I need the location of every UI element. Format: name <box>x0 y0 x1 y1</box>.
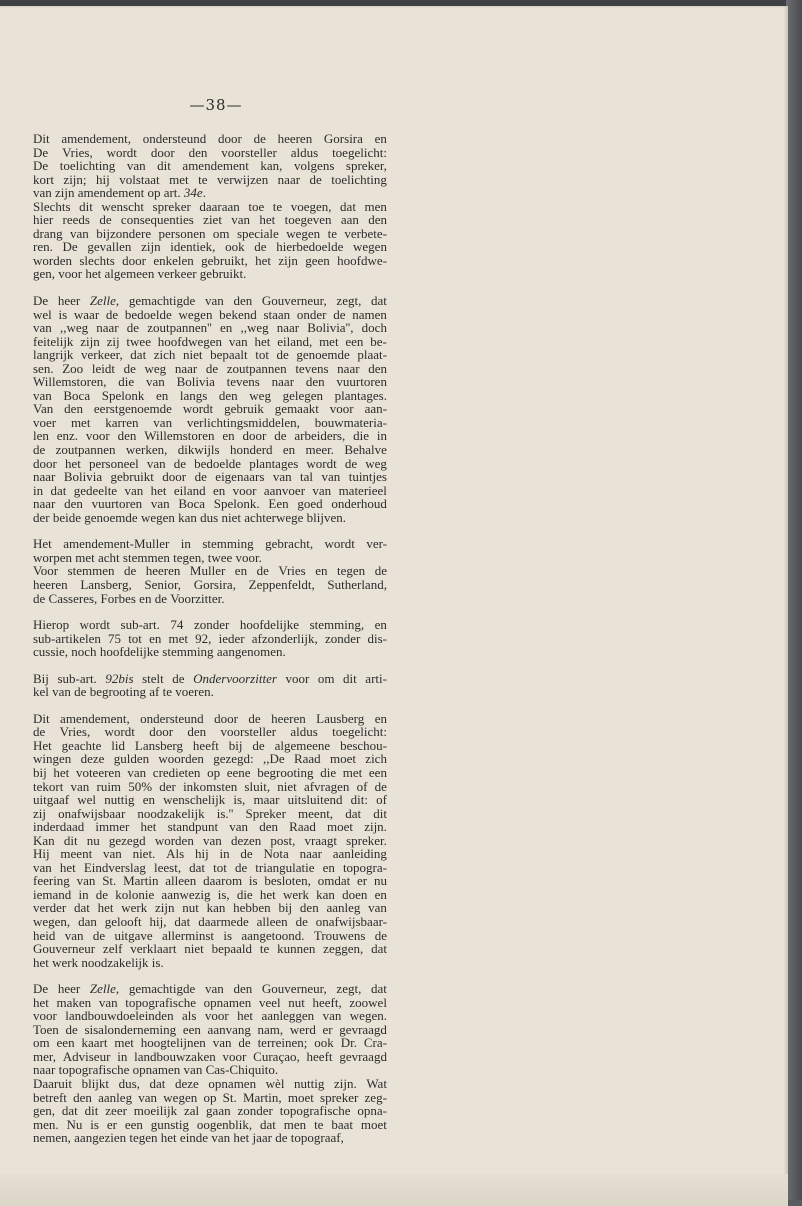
text-line: door het personeel van de bedoelde plantages wordt de weg <box>33 455 387 471</box>
text-line: kort zijn; hij volstaat met te verwijzen naar de toelichting <box>33 171 387 187</box>
paragraph <box>33 672 387 699</box>
text-line: in dat gedeelte van het eiland en voor aanvoer van materieel <box>33 482 387 498</box>
page-bottom-margin <box>0 1174 788 1206</box>
text-line: heid van de uitgave allerminst is aangetoond. Trouwens de <box>33 927 387 943</box>
text-line: der beide genoemde wegen kan dus niet achterwege blijven. <box>33 509 347 525</box>
text-line: Daaruit blijkt dus, dat deze opnamen wèl nuttig zijn. Wat <box>33 1076 387 1091</box>
text-line: De heer Zelle, gemachtigde van den Gouverneur, zegt, dat <box>33 981 387 997</box>
text-line: bij het voteeren van credieten op eene begrooting die met een <box>33 764 387 780</box>
text-line: mer, Adviseur in landbouwzaken voor Curaçao, heeft gevraagd <box>33 1048 387 1064</box>
text-line: sub-artikelen 75 tot en met 92, ieder afzonderlijk, zonder dis- <box>33 630 387 646</box>
text-line: feitelijk zijn zij twee hoofdwegen van het eiland, met een be- <box>33 333 387 349</box>
text-line: De heer Zelle, gemachtigde van den Gouverneur, zegt, dat <box>33 293 387 309</box>
text-line: hier reeds de consequenties ziet van het toegeven aan den <box>33 212 387 228</box>
text-line: Voor stemmen de heeren Muller en de Vries en tegen de <box>33 563 387 579</box>
text-line: voer met karren van verlichtingsmiddelen, bouwmateria- <box>33 414 387 430</box>
text-line: Toen de sisalonderneming een aanvang nam, werd er gevraagd <box>33 1021 387 1037</box>
text-line: verder dat het werk zijn nut kan hebben bij den aanleg van <box>33 900 387 916</box>
text-line: heeren Lansberg, Senior, Gorsira, Zeppenfeldt, Sutherland, <box>33 576 387 592</box>
text-line: gen, voor het algemeen verkeer gebruikt. <box>33 266 247 282</box>
text-line: De Vries, wordt door den voorsteller aldus toegelicht: <box>33 144 387 160</box>
text-line: inderdaad immer het standpunt van den Raad moet zijn. <box>33 819 387 835</box>
page-number: —38— <box>189 96 243 114</box>
paragraph <box>33 982 387 1145</box>
text-line: Het amendement-Muller in stemming gebracht, wordt ver- <box>33 536 387 552</box>
text-line: drang van bijzondere personen om speciale wegen te verbete- <box>33 225 387 241</box>
text-line: nemen, aangezien tegen het einde van het jaar de topograaf, <box>33 1130 344 1146</box>
document-page <box>0 6 788 1200</box>
text-line: Dit amendement, ondersteund door de heeren Lausberg en <box>33 710 387 726</box>
text-line: De toelichting van dit amendement kan, volgens spreker, <box>33 158 387 174</box>
text-line: Bij sub-art. 92bis stelt de Ondervoorzitter voor om dit arti- <box>33 670 387 686</box>
text-line: naar topografische opnamen van Cas-Chiquito. <box>33 1062 279 1078</box>
text-line: betreft den aanleg van wegen op St. Martin, moet spreker zeg- <box>33 1089 387 1105</box>
text-line: Gouverneur zelf verklaart niet bepaald te kunnen zeggen, dat <box>33 941 387 957</box>
text-line: wel is waar de bedoelde wegen bekend staan onder de namen <box>33 306 387 322</box>
paragraph <box>33 712 387 969</box>
text-line: zij onafwijsbaar noodzakelijk is.'' Spreker meent, dat dit <box>33 805 387 821</box>
text-line: iemand in de kolonie aanwezig is, die het werk kan doen en <box>33 886 387 902</box>
text-line: worden slechts door enkelen gebruikt, het zijn geen hoofdwe- <box>33 252 387 268</box>
text-line: ren. De gevallen zijn identiek, ook de hierbedoelde wegen <box>33 239 387 255</box>
text-line: wingen deze gulden woorden gezegd: ,,De Raad moet zich <box>33 751 387 767</box>
text-line: Willemstoren, die van Bolivia tevens naar den vuurtoren <box>33 374 387 390</box>
text-line: Kan dit nu gezegd worden van dezen post, vraagt spreker. <box>33 832 387 848</box>
text-line: Van den eerstgenoemde wordt gebruik gemaakt voor aan- <box>33 401 387 417</box>
text-line: wegen, dan gelooft hij, dat daarmede alleen de onafwijsbaar- <box>33 913 387 929</box>
text-line: cussie, noch hoofdelijke stemming aangenomen. <box>33 644 286 660</box>
text-line: Hij meent van niet. Als hij in de Nota naar aanleiding <box>33 846 387 862</box>
text-line: om een kaart met hoogtelijnen van de terreinen; ook Dr. Cra- <box>33 1035 387 1051</box>
text-line: feering van St. Martin alleen daarom is besloten, omdat er nu <box>33 873 387 889</box>
text-line: langrijk verkeer, dat zich niet bepaalt tot de genoemde plaat- <box>33 347 387 363</box>
scan-margin-band <box>786 0 802 1200</box>
text-line: de Vries, wordt door den voorsteller aldus toegelicht: <box>33 724 387 740</box>
text-line: van Boca Spelonk en langs den weg gelegen plantages. <box>33 387 387 403</box>
text-line: van ,,weg naar de zoutpannen'' en ,,weg naar Bolivia'', doch <box>33 320 387 336</box>
paragraph <box>33 537 387 605</box>
text-line: van zijn amendement op art. 34e. <box>33 185 206 201</box>
text-line: uitgaaf wel nuttig en wenschelijk is, maar uitsluitend dit: of <box>33 792 387 808</box>
text-line: gen, dat dit zeer moeilijk zal gaan zonder topografische opna- <box>33 1103 387 1119</box>
paragraph-gap <box>33 699 387 712</box>
text-line: de zoutpannen werken, dikwijls honderd en meer. Behalve <box>33 442 387 458</box>
text-line: het maken van topografische opnamen veel nut heeft, zoowel <box>33 994 387 1010</box>
text-line: Dit amendement, ondersteund door de heeren Gorsira en <box>33 131 387 146</box>
paragraph <box>33 132 387 281</box>
text-line: worpen met acht stemmen tegen, twee voor. <box>33 549 262 565</box>
text-line: Hierop wordt sub-art. 74 zonder hoofdelijke stemming, en <box>33 617 387 633</box>
text-line: tekort van ruim 50% der inkomsten sluit, niet afvragen of de <box>33 778 387 794</box>
text-line: Het geachte lid Lansberg heeft bij de algemeene beschou- <box>33 737 387 753</box>
text-line: van het Eindverslag leest, dat tot de triangulatie en topogra- <box>33 859 387 875</box>
text-line: kel van de begrooting af te voeren. <box>33 684 214 700</box>
text-line: men. Nu is er een gunstig oogenblik, dat men te baat moet <box>33 1116 387 1132</box>
text-line: de Casseres, Forbes en de Voorzitter. <box>33 590 225 606</box>
text-line: naar Bolivia gebruikt door de eigenaars van tal van tuintjes <box>33 469 387 485</box>
text-line: voor landbouwdoeleinden als voor het aanleggen van wegen. <box>33 1008 387 1024</box>
paragraph <box>33 294 387 524</box>
paragraph <box>33 618 387 659</box>
text-line: Slechts dit wenscht spreker daaraan toe te voegen, dat men <box>33 198 387 214</box>
text-line: sen. Zoo leidt de weg naar de zoutpannen tevens naar den <box>33 360 387 376</box>
text-line: het werk noodzakelijk is. <box>33 954 164 970</box>
text-line: len enz. voor den Willemstoren en door de arbeiders, die in <box>33 428 387 444</box>
document-body <box>33 132 387 1145</box>
text-line: naar den vuurtoren van Boca Spelonk. Een goed onderhoud <box>33 496 387 512</box>
